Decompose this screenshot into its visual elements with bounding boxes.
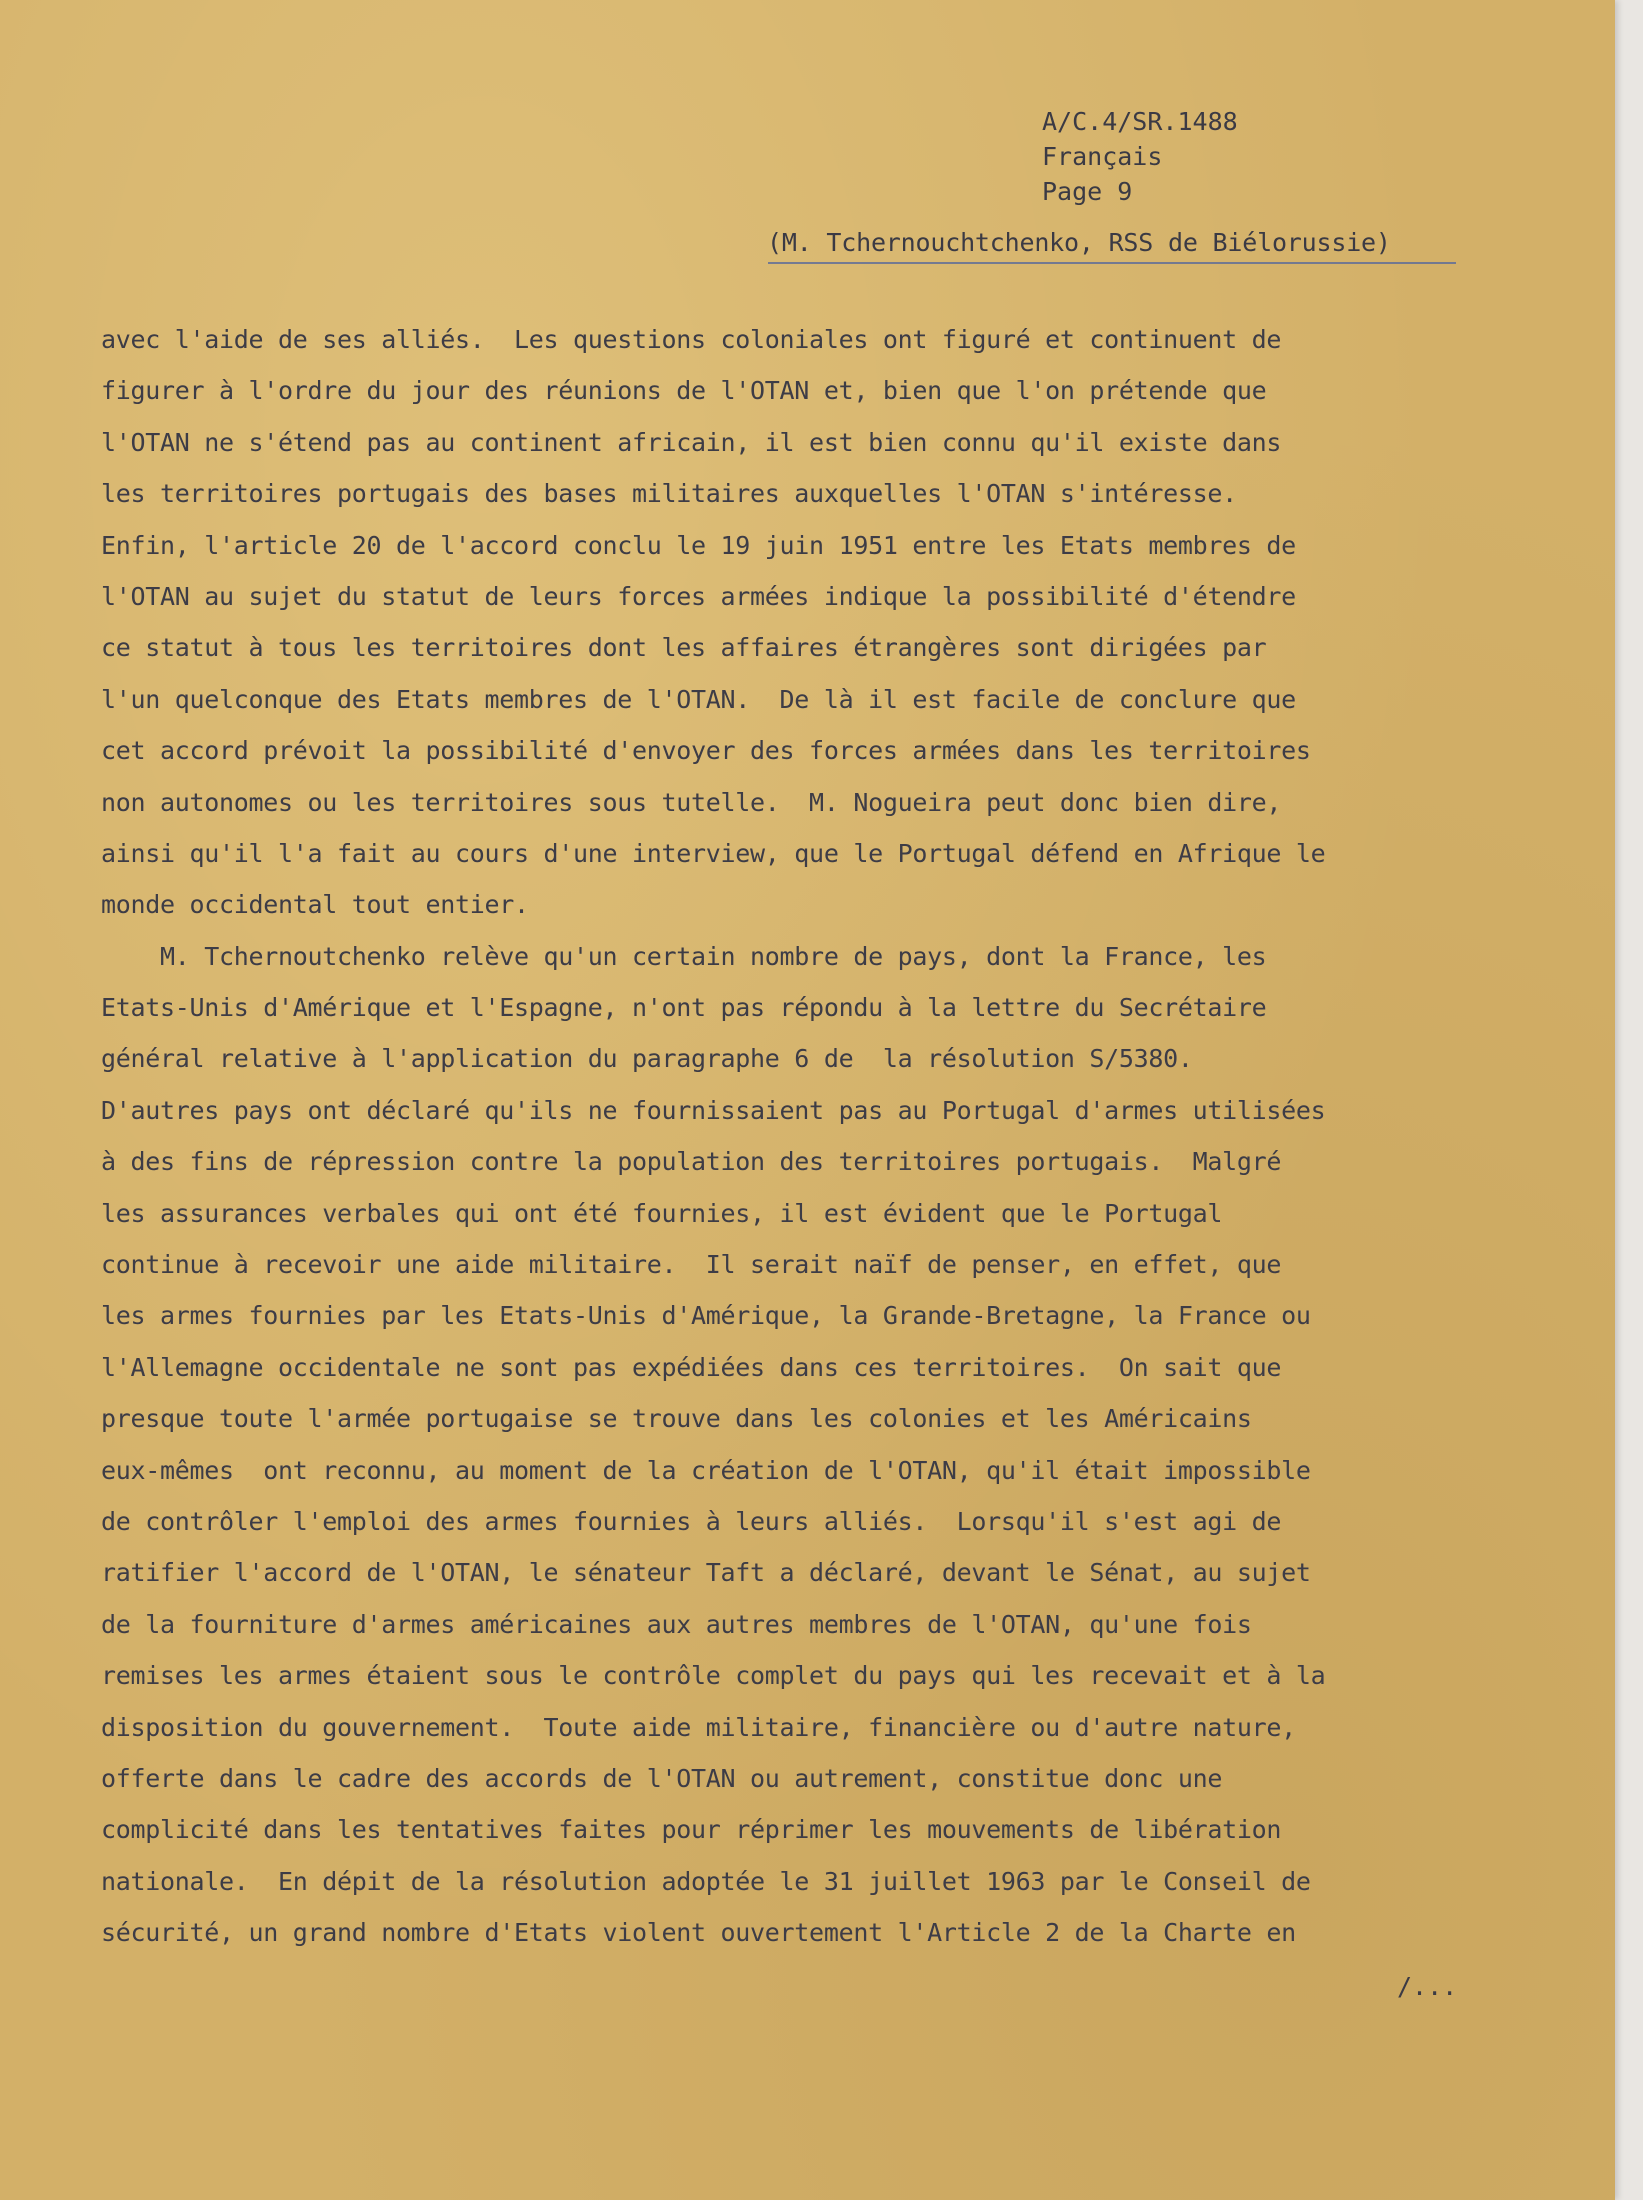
text-line: les territoires portugais des bases militaires auxquelles l'OTAN s'intéresse. bbox=[101, 479, 1237, 509]
text-line: les armes fournies par les Etats-Unis d'Amérique, la Grande-Bretagne, la France ou bbox=[101, 1301, 1311, 1331]
page-number: Page 9 bbox=[1042, 177, 1133, 206]
text-line: l'Allemagne occidentale ne sont pas expédiées dans ces territoires. On sait que bbox=[101, 1352, 1282, 1382]
text-line: à des fins de répression contre la population des territoires portugais. Malgré bbox=[101, 1147, 1282, 1177]
text-line: de contrôler l'emploi des armes fournies à leurs alliés. Lorsqu'il s'est agi de bbox=[101, 1506, 1282, 1536]
text-line: général relative à l'application du paragraphe 6 de la résolution S/5380. bbox=[101, 1044, 1193, 1074]
text-line: monde occidental tout entier. bbox=[101, 890, 529, 920]
text-line: presque toute l'armée portugaise se trouve dans les colonies et les Américains bbox=[101, 1404, 1252, 1434]
body-text bbox=[101, 314, 1501, 1959]
text-line: Etats-Unis d'Amérique et l'Espagne, n'ont pas répondu à la lettre du Secrétaire bbox=[101, 993, 1267, 1023]
text-line: M. Tchernoutchenko relève qu'un certain nombre de pays, dont la France, les bbox=[101, 941, 1267, 971]
document-language: Français bbox=[1042, 142, 1163, 171]
text-line: l'OTAN ne s'étend pas au continent africain, il est bien connu qu'il existe dans bbox=[101, 427, 1282, 457]
text-line: ce statut à tous les territoires dont les affaires étrangères sont dirigées par bbox=[101, 633, 1267, 663]
text-line: continue à recevoir une aide militaire. Il serait naïf de penser, en effet, que bbox=[101, 1250, 1282, 1280]
text-line: les assurances verbales qui ont été fournies, il est évident que le Portugal bbox=[101, 1198, 1223, 1228]
text-line: figurer à l'ordre du jour des réunions de l'OTAN et, bien que l'on prétende que bbox=[101, 376, 1267, 406]
text-line: offerte dans le cadre des accords de l'OTAN ou autrement, constitue donc une bbox=[101, 1763, 1223, 1793]
speaker-attribution: (M. Tchernouchtchenko, RSS de Biélorussie) bbox=[767, 228, 1391, 257]
text-line: ratifier l'accord de l'OTAN, le sénateur Taft a déclaré, devant le Sénat, au sujet bbox=[101, 1558, 1311, 1588]
text-line: non autonomes ou les territoires sous tutelle. M. Nogueira peut donc bien dire, bbox=[101, 787, 1282, 817]
text-line: complicité dans les tentatives faites pour réprimer les mouvements de libération bbox=[101, 1815, 1282, 1845]
text-line: l'un quelconque des Etats membres de l'OTAN. De là il est facile de conclure que bbox=[101, 684, 1296, 714]
text-line: l'OTAN au sujet du statut de leurs forces armées indique la possibilité d'étendre bbox=[101, 581, 1296, 611]
document-header bbox=[1042, 104, 1238, 209]
speaker-underline bbox=[768, 262, 1456, 264]
text-line: cet accord prévoit la possibilité d'envoyer des forces armées dans les territoires bbox=[101, 736, 1311, 766]
text-line: nationale. En dépit de la résolution adoptée le 31 juillet 1963 par le Conseil de bbox=[101, 1866, 1311, 1896]
text-line: remises les armes étaient sous le contrôle complet du pays qui les recevait et à la bbox=[101, 1661, 1326, 1691]
text-line: eux-mêmes ont reconnu, au moment de la création de l'OTAN, qu'il était impossible bbox=[101, 1455, 1311, 1485]
text-line: avec l'aide de ses alliés. Les questions coloniales ont figuré et continuent de bbox=[101, 325, 1282, 354]
text-line: D'autres pays ont déclaré qu'ils ne fournissaient pas au Portugal d'armes utilisées bbox=[101, 1095, 1326, 1125]
text-line: de la fourniture d'armes américaines aux autres membres de l'OTAN, qu'une fois bbox=[101, 1609, 1252, 1639]
document-symbol: A/C.4/SR.1488 bbox=[1042, 107, 1238, 136]
text-line: ainsi qu'il l'a fait au cours d'une interview, que le Portugal défend en Afrique le bbox=[101, 838, 1326, 868]
text-line: sécurité, un grand nombre d'Etats violent ouvertement l'Article 2 de la Charte en bbox=[101, 1918, 1296, 1948]
text-line: disposition du gouvernement. Toute aide militaire, financière ou d'autre nature, bbox=[101, 1712, 1296, 1742]
text-line: Enfin, l'article 20 de l'accord conclu le 19 juin 1951 entre les Etats membres de bbox=[101, 530, 1296, 560]
continuation-mark: /... bbox=[1397, 1972, 1458, 2001]
